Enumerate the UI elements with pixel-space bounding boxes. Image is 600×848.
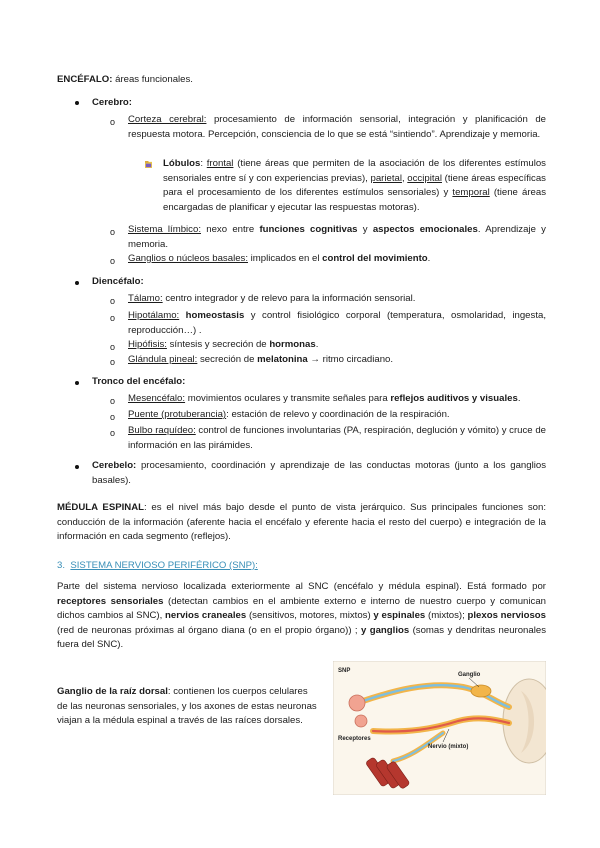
encefalo-label: ENCÉFALO: [57,74,113,85]
snp-text3: (sensitivos, motores, mixtos) [246,610,374,622]
circle-bullet: o [110,357,116,367]
puente-text: : estación de relevo y coordinación de la respiración. [226,409,450,420]
cerebelo-paragraph [92,459,546,488]
cerebelo-text: procesamiento, coordinación y aprendizaje de las conductas motoras (junto a los ganglios basales). [92,460,546,486]
circle-bullet: o [110,342,116,352]
label-ganglio: Ganglio [458,672,481,678]
bulbo-paragraph [128,424,546,453]
limbico-text2: y [357,224,373,235]
mesencefalo-term: Mesencéfalo: [128,393,186,404]
puente-term: Puente (protuberancia) [128,409,227,420]
ganglios-term: Ganglios o núcleos basales: [128,253,248,264]
mesencefalo-paragraph [128,392,548,407]
snp-diagram [333,661,546,795]
hipofisis-text2: . [315,339,319,350]
hipofisis-term: Hipófisis: [128,339,167,350]
corteza-text: procesamiento de información sensorial, integración y planificación de respuesta motora. Percepción, consciencia de lo que se está “sintiendo”. Aprendizaje y memoria. [128,114,546,140]
cerebelo-title: Cerebelo: [92,460,137,471]
medula-label: MÉDULA ESPINAL [57,502,145,513]
hipofisis-text1: síntesis y secreción de [166,339,270,350]
lobulos-colon: : [200,158,207,169]
lobulo-temporal: temporal [452,187,490,199]
ganglios-text2: . [427,253,431,264]
talamo-text: centro integrador y de relevo para la información sensorial. [162,293,416,304]
lobulos-paragraph [163,157,546,215]
limbico-text1: nexo entre [200,224,260,235]
ganglios-text1: implicados en el [248,253,323,264]
mesencefalo-bold: reflejos auditivos y visuales [390,393,518,404]
circle-bullet: o [110,396,116,406]
puente-paragraph [128,408,546,423]
section-heading-snp [57,559,258,574]
medula-paragraph [57,501,546,545]
diencefalo-title: Diencéfalo: [92,276,144,287]
frontal-text: (tiene áreas que permiten de la asociación de los diferentes estímulos sensoriales entre sí y con experiencias previas), [163,158,546,184]
label-snp: SNP [338,668,351,674]
snp-text5: (red de neuronas próximas al órgano diana (o en el propio órgano)) ; [57,624,361,636]
lobulos-comma: , [401,172,408,184]
folder-icon [145,161,152,168]
snp-text4: (mixtos); [425,610,468,622]
circle-bullet: o [110,296,116,306]
snp-paragraph [57,580,546,653]
encefalo-line [57,73,193,88]
tronco-title: Tronco del encéfalo: [92,376,186,387]
snp-bold2: nervios craneales [165,610,247,622]
pineal-text1: secreción de [197,354,258,365]
hipofisis-bold: hormonas [269,339,316,350]
ganglio-raiz-paragraph [57,685,319,729]
hipotalamo-term: Hipotálamo: [128,310,180,321]
circle-bullet: o [110,256,116,266]
encefalo-rest: áreas funcionales. [112,74,193,85]
talamo-paragraph [128,292,546,307]
limbico-term: Sistema límbico: [128,224,201,235]
bullet-dot [75,101,79,105]
bullet-dot [75,465,79,469]
ganglios-bold1: control del movimiento [322,253,428,264]
lobulo-frontal: frontal [206,158,234,169]
pineal-paragraph [128,353,546,368]
hipofisis-paragraph [128,338,546,353]
circle-bullet: o [110,117,116,127]
limbico-bold1: funciones cognitivas [259,224,358,235]
cerebro-title: Cerebro: [92,97,132,108]
hipotalamo-paragraph [128,309,546,338]
circle-bullet: o [110,412,116,422]
ganglion-shape [471,685,491,697]
snp-text1: Parte del sistema nervioso localizada exteriormente al SNC (encéfalo y médula espinal). Está formado por [57,581,546,592]
bullet-dot [75,381,79,385]
corteza-term: Corteza cerebral: [128,114,207,125]
medula-text: : es el nivel más bajo desde el punto de vista jerárquico. Sus principales funciones son: conducción de la información (aferente hacia el encéfalo y eferente hacia el resto del cuerpo) e integración de la información en cada segmento (reflejos). [57,502,546,543]
label-nervio: Nervio (mixto) [428,744,469,750]
occipital-text: (tiene áreas específicas para el procesamiento de los diferentes estímulos sensoriales) y [163,172,546,199]
ganglios-paragraph [128,252,546,267]
hipotalamo-bold: homeostasis [179,310,245,321]
mesencefalo-text2: . [517,393,521,404]
lobulo-parietal: parietal [370,172,402,184]
corteza-paragraph [128,113,546,142]
limbico-text3: . Aprendizaje y memoria. [128,224,546,250]
limbico-bold2: aspectos emocionales [372,224,478,235]
snp-bold1: receptores sensoriales [57,595,164,607]
lobulos-term: Lóbulos [163,158,201,169]
hipotalamo-text: y control fisiológico corporal (temperatura, osmolaridad, ingesta, reproducción…) . [128,310,546,336]
lobulo-occipital: occipital [407,172,442,184]
ganglio-raiz-term: Ganglio de la raíz dorsal [57,686,168,697]
limbico-paragraph [128,223,546,252]
snp-bold5: y ganglios [361,624,410,636]
circle-bullet: o [110,227,116,237]
bulbo-text: control de funciones involuntarias (PA, respiración, deglución y vómito) y cruce de información en las pirámides. [128,425,546,451]
pineal-term: Glándula pineal: [128,354,198,365]
talamo-term: Tálamo: [128,293,163,304]
snp-bold4: plexos nerviosos [467,610,546,622]
pineal-bold: melatonina [257,354,308,365]
label-receptores: Receptores [338,736,371,742]
section-number: 3. [57,560,66,571]
bullet-dot [75,281,79,285]
pineal-text2: → ritmo circadiano. [307,354,394,365]
bulbo-term: Bulbo raquídeo: [128,425,196,436]
mesencefalo-text1: movimientos oculares y transmite señales para [185,393,391,404]
snp-text2: (detectan cambios en el ambiente externo e interno de nuestro cuerpo y comunican dichos cambios al SNC), [57,595,546,622]
snp-bold3: y espinales [373,610,426,622]
section-title: SISTEMA NERVIOSO PERIFÉRICO (SNP): [70,560,258,571]
temporal-text: (tiene áreas encargadas de planificar y ejecutar las respuestas motoras). [163,187,546,213]
circle-bullet: o [110,313,116,323]
circle-bullet: o [110,428,116,438]
snp-text6: (somas y dendritas neuronales fuera del SNC). [57,624,546,651]
ganglio-raiz-text: : contienen los cuerpos celulares de las neuronas sensoriales, y los axones de estas neuronas viajan a la médula espinal a través de las raíces dorsales. [57,686,317,727]
